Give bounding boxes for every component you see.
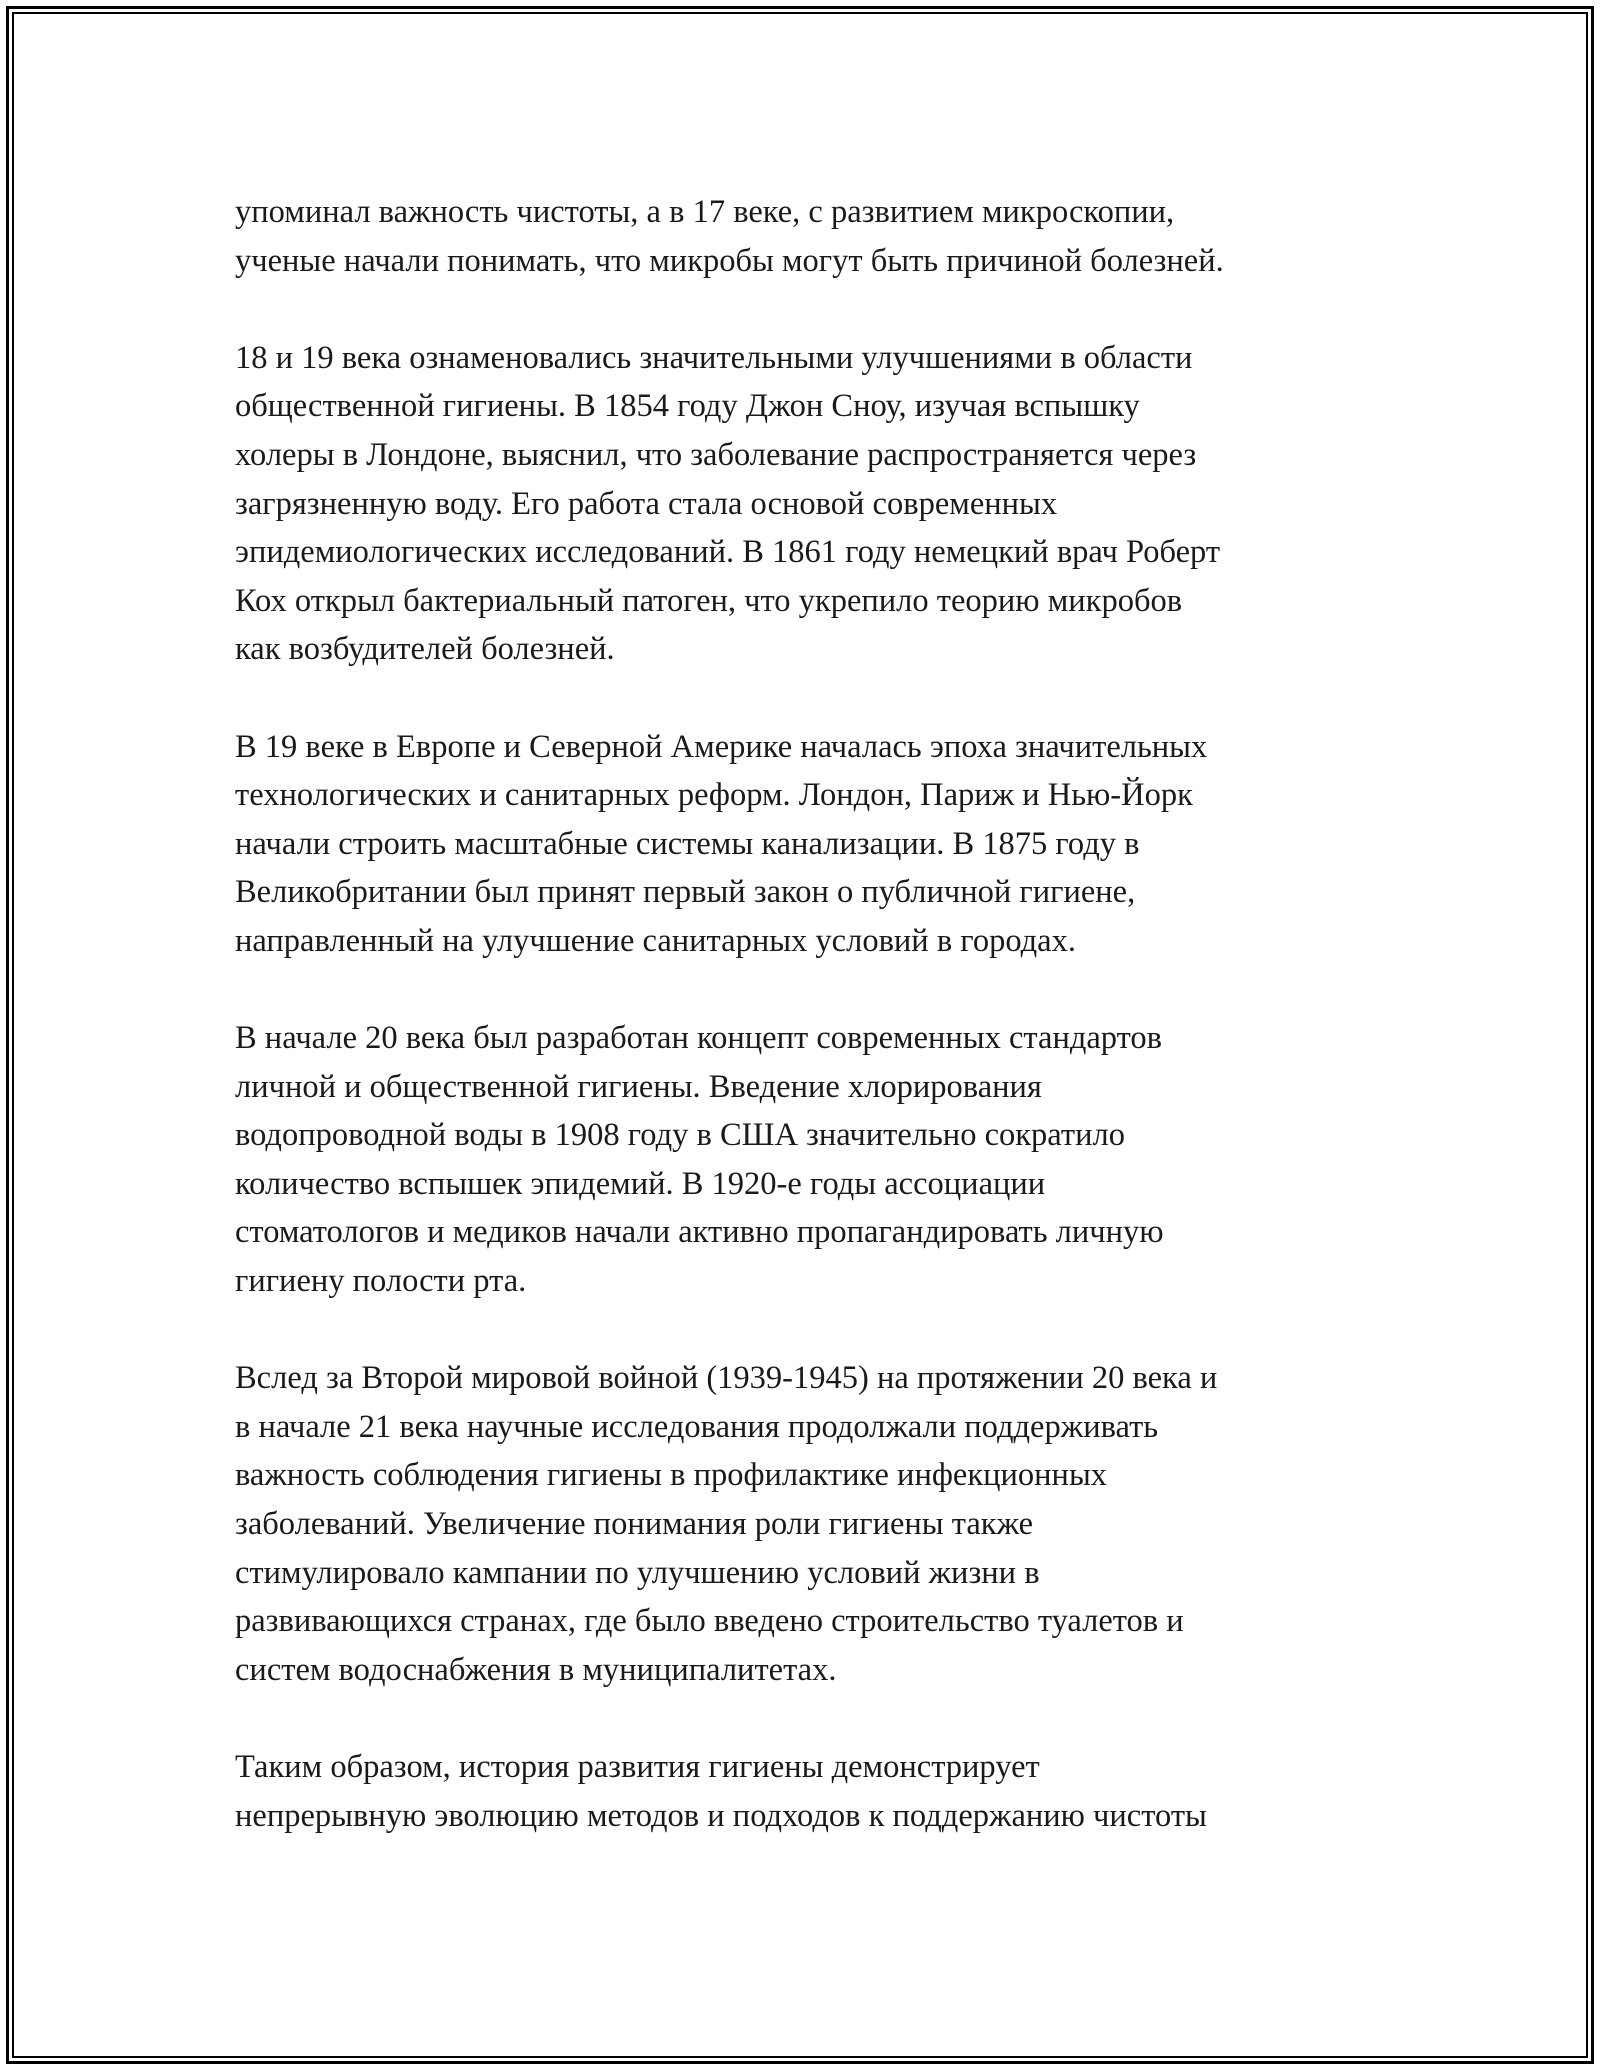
paragraph-20th-century-standards: В начале 20 века был разработан концепт современных стандартов личной и общественной гигиены. Введение хлорирования водопроводной воды в 1908 году в США значительно сократило количество вспышек эпидемий. В 1920-е годы ассоциации стоматологов и медиков начали активно пропагандировать личную гигиену полости рта. <box>235 1020 1164 1300</box>
paragraph-conclusion: Таким образом, история развития гигиены демонстрирует непрерывную эволюцию методов и подходов к поддержанию чистоты <box>235 1749 1207 1834</box>
document-body <box>235 188 1365 1840</box>
paragraph-post-war-research: Вслед за Второй мировой войной (1939-1945) на протяжении 20 века и в начале 21 века научные исследования продолжали поддерживать важность соблюдения гигиены в профилактике инфекционных заболеваний. Увеличение понимания роли гигиены также стимулировало кампании по улучшению условий жизни в развивающихся странах, где было введено строительство туалетов и систем водоснабжения в муниципалитетах. <box>235 1360 1218 1688</box>
paragraph-microscopy: упоминал важность чистоты, а в 17 веке, с развитием микроскопии, ученые начали понимать, что микробы могут быть причиной болезней. <box>235 194 1224 279</box>
paragraph-sanitary-reforms: В 19 веке в Европе и Северной Америке началась эпоха значительных технологических и санитарных реформ. Лондон, Париж и Нью-Йорк начали строить масштабные системы канализации. В 1875 году в Великобритании был принят первый закон о публичной гигиене, направленный на улучшение санитарных условий в городах. <box>235 728 1208 959</box>
paragraph-public-hygiene-18-19-century: 18 и 19 века ознаменовались значительными улучшениями в области общественной гигиены. В 1854 году Джон Сноу, изучая вспышку холеры в Лондоне, выяснил, что заболевание распространяется через загрязненную воду. Его работа стала основой современных эпидемиологических исследований. В 1861 году немецкий врач Роберт Кох открыл бактериальный патоген, что укрепило теорию микробов как возбудителей болезней. <box>235 339 1221 668</box>
